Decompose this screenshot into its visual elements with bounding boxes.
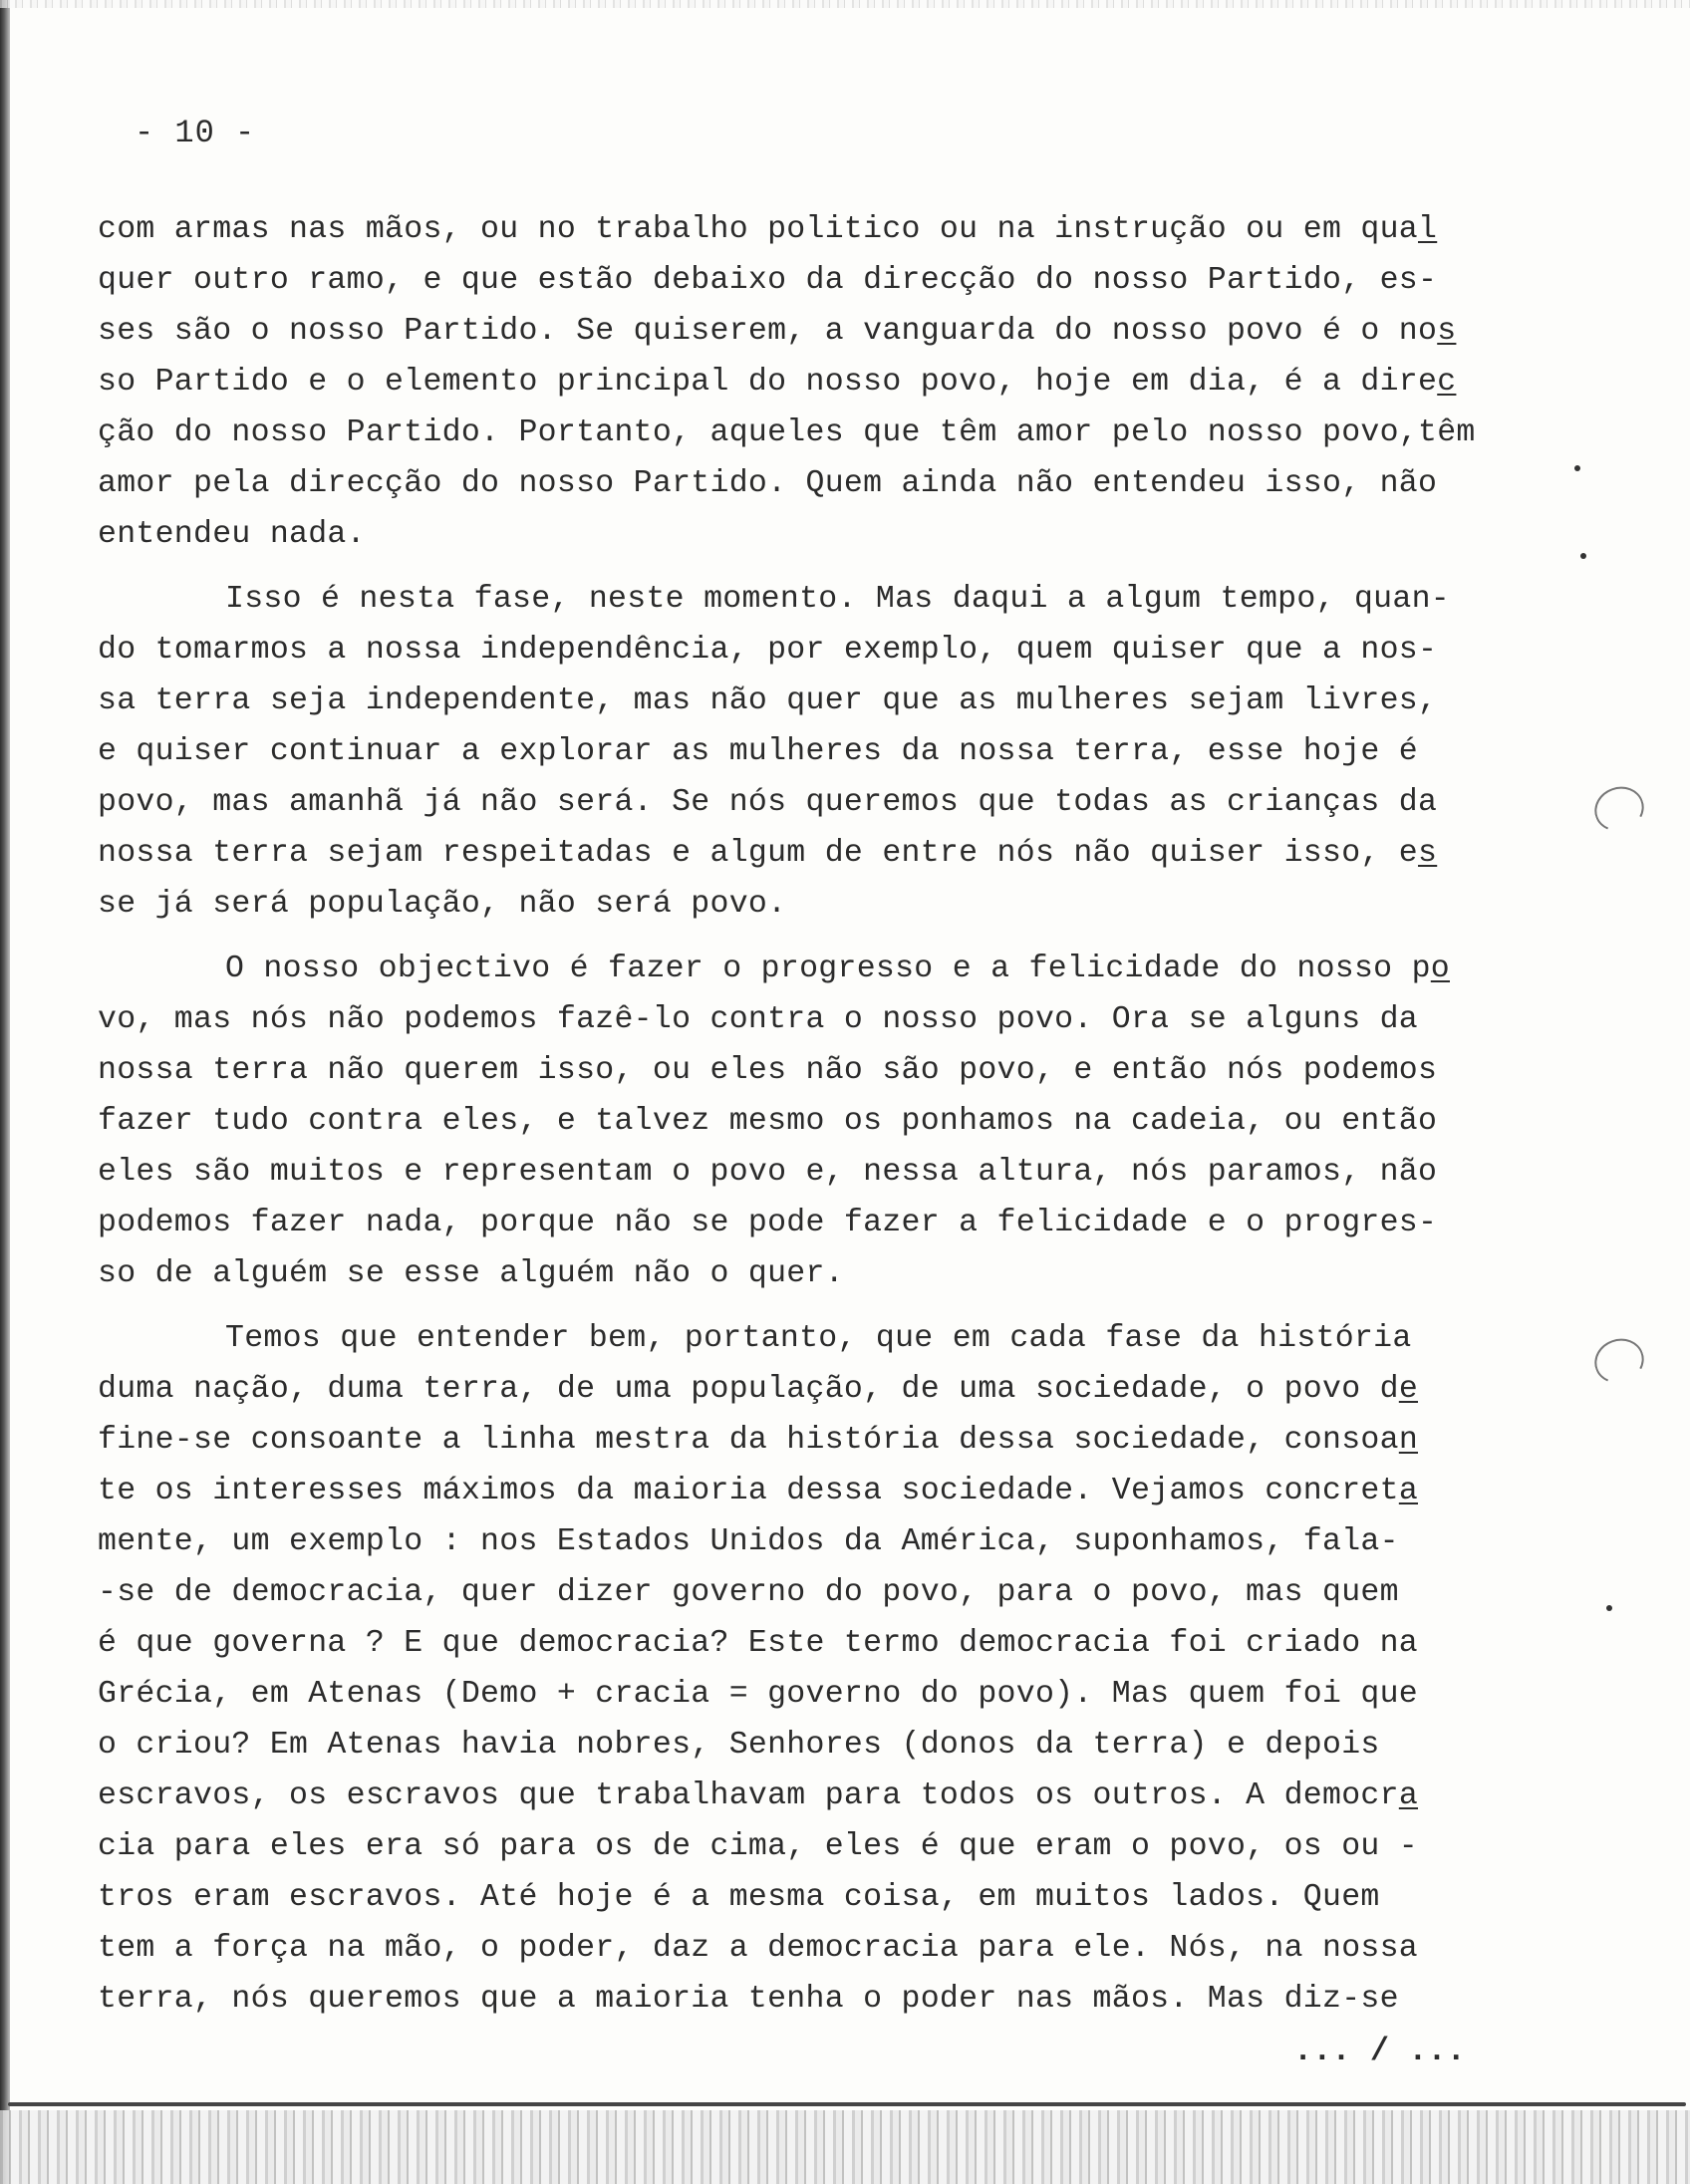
text-line: com armas nas mãos, ou no trabalho politico ou na instrução ou em qual	[98, 212, 1438, 247]
text-line: cia para eles era só para os de cima, eles é que eram o povo, os ou -	[98, 1829, 1419, 1864]
bottom-border-line	[8, 2102, 1686, 2106]
text-line: mente, um exemplo : nos Estados Unidos da América, suponhamos, fala-	[98, 1524, 1399, 1559]
text-line: fazer tudo contra eles, e talvez mesmo os ponhamos na cadeia, ou então	[98, 1104, 1438, 1139]
text-line: do tomarmos a nossa independência, por exemplo, quem quiser que a nos-	[98, 633, 1438, 668]
ink-speck	[1574, 465, 1580, 471]
text-line: duma nação, duma terra, de uma população, de uma sociedade, o povo de	[98, 1372, 1419, 1407]
text-line: tros eram escravos. Até hoje é a mesma coisa, em muitos lados. Quem	[98, 1880, 1380, 1915]
continuation-mark: ... / ...	[1293, 2033, 1466, 2069]
text-line: é que governa ? E que democracia? Este termo democracia foi criado na	[98, 1626, 1419, 1661]
text-line: amor pela direcção do nosso Partido. Quem ainda não entendeu isso, não	[98, 466, 1438, 501]
punch-hole-mark	[1588, 1332, 1650, 1390]
text-line: povo, mas amanhã já não será. Se nós queremos que todas as crianças da	[98, 785, 1438, 820]
text-line: -se de democracia, quer dizer governo do povo, para o povo, mas quem	[98, 1575, 1399, 1610]
text-line: O nosso objectivo é fazer o progresso e a felicidade do nosso po	[225, 952, 1450, 986]
text-line: nossa terra não querem isso, ou eles não são povo, e então nós podemos	[98, 1053, 1438, 1088]
ink-speck	[1606, 1605, 1612, 1611]
page-number: - 10 -	[135, 115, 256, 151]
body-text	[98, 204, 1572, 2039]
text-line: quer outro ramo, e que estão debaixo da direcção do nosso Partido, es-	[98, 263, 1438, 298]
text-line: tem a força na mão, o poder, daz a democracia para ele. Nós, na nossa	[98, 1931, 1419, 1966]
text-line: se já será população, não será povo.	[98, 887, 787, 922]
text-line: te os interesses máximos da maioria dessa sociedade. Vejamos concreta	[98, 1474, 1419, 1508]
text-line: eles são muitos e representam o povo e, nessa altura, nós paramos, não	[98, 1155, 1438, 1190]
text-line: ses são o nosso Partido. Se quiserem, a vanguarda do nosso povo é o nos	[98, 314, 1457, 349]
text-line: terra, nós queremos que a maioria tenha o poder nas mãos. Mas diz-se	[98, 1982, 1399, 2017]
scan-bottom-edge	[0, 2110, 1690, 2184]
paragraph	[98, 204, 1572, 560]
text-line: podemos fazer nada, porque não se pode fazer a felicidade e o progres-	[98, 1206, 1438, 1240]
text-line: Isso é nesta fase, neste momento. Mas daqui a algum tempo, quan-	[225, 582, 1450, 617]
paragraph	[98, 574, 1572, 930]
text-line: nossa terra sejam respeitadas e algum de entre nós não quiser isso, es	[98, 836, 1438, 871]
text-line: Grécia, em Atenas (Demo + cracia = governo do povo). Mas quem foi que	[98, 1677, 1419, 1712]
text-line: ção do nosso Partido. Portanto, aqueles que têm amor pelo nosso povo,têm	[98, 415, 1476, 450]
ink-speck	[1580, 553, 1586, 559]
text-line: escravos, os escravos que trabalhavam para todos os outros. A democra	[98, 1778, 1419, 1813]
text-line: vo, mas nós não podemos fazê-lo contra o nosso povo. Ora se alguns da	[98, 1002, 1419, 1037]
paragraph	[98, 944, 1572, 1299]
text-line: so de alguém se esse alguém não o quer.	[98, 1256, 844, 1291]
scan-left-edge	[0, 0, 10, 2184]
paragraph	[98, 1313, 1572, 2025]
text-line: entendeu nada.	[98, 517, 366, 552]
text-line: e quiser continuar a explorar as mulheres da nossa terra, esse hoje é	[98, 734, 1419, 769]
text-line: o criou? Em Atenas havia nobres, Senhores (donos da terra) e depois	[98, 1728, 1380, 1763]
text-line: Temos que entender bem, portanto, que em cada fase da história	[225, 1321, 1412, 1356]
text-line: fine-se consoante a linha mestra da história dessa sociedade, consoan	[98, 1423, 1419, 1458]
text-line: so Partido e o elemento principal do nosso povo, hoje em dia, é a direc	[98, 365, 1457, 400]
scan-top-edge	[0, 0, 1690, 8]
text-line: sa terra seja independente, mas não quer que as mulheres sejam livres,	[98, 683, 1438, 718]
punch-hole-mark	[1588, 780, 1650, 838]
